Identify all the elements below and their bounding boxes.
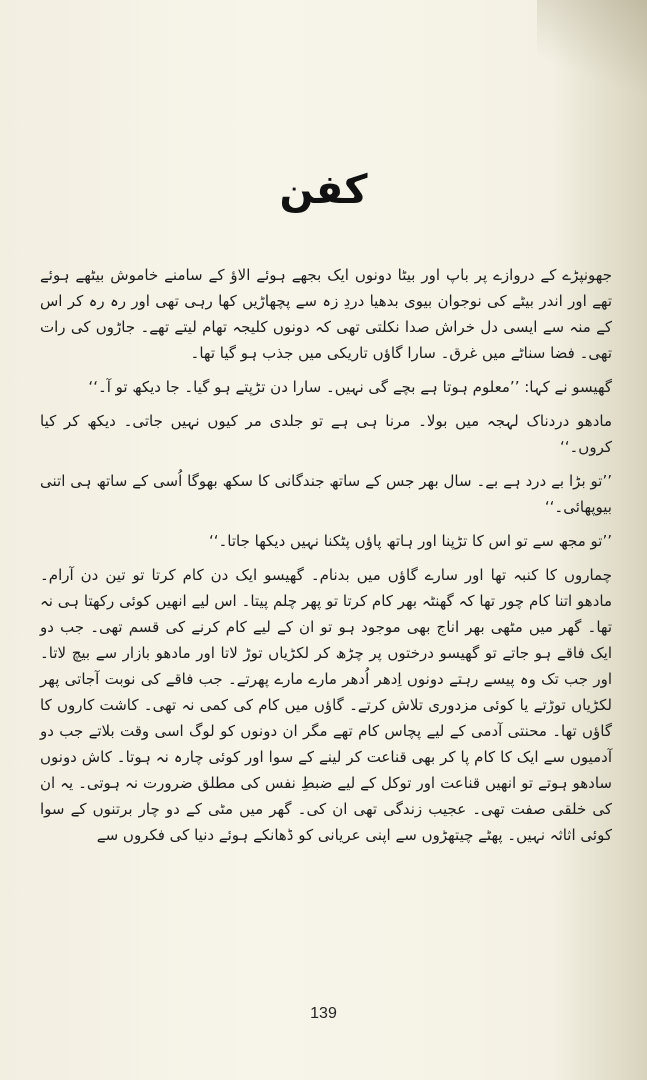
story-body [40, 262, 612, 848]
paragraph: گھیسو نے کہا: ’’معلوم ہوتا ہے بچے گی نہیں۔ سارا دن تڑپتے ہو گیا۔ جا دیکھ تو آ۔‘‘ [88, 378, 612, 396]
paragraph: جھونپڑے کے دروازے پر باپ اور بیٹا دونوں ایک بجھے ہوئے الاؤ کے سامنے خاموش بیٹھے ہوئے تھے اور اندر بیٹے کی نوجوان بیوی بدھیا دردِ زہ سے پچھاڑیں کھا رہی تھی اور رہ رہ کر اس کے منہ سے ایسی دل خراش صدا نکلتی تھی کہ دونوں کلیجہ تھام لیتے تھے۔ جاڑوں کی رات تھی۔ فضا سناٹے میں غرق۔ سارا گاؤں تاریکی میں جذب ہو گیا تھا۔ [40, 266, 612, 362]
story-title: کفن [279, 166, 368, 213]
paragraph: ’’تو مجھ سے تو اس کا تڑپنا اور ہاتھ پاؤں پٹکنا نہیں دیکھا جاتا۔‘‘ [208, 532, 612, 550]
page-number: 139 [310, 1005, 337, 1022]
paragraph: مادھو دردناک لہجہ میں بولا۔ مرنا ہی ہے تو جلدی مر کیوں نہیں جاتی۔ دیکھ کر کیا کروں۔‘‘ [40, 412, 612, 456]
paragraph: چماروں کا کنبہ تھا اور سارے گاؤں میں بدنام۔ گھیسو ایک دن کام کرتا تو تین دن آرام۔ مادھو اتنا کام چور تھا کہ گھنٹہ بھر کام کرتا تو پھر چلم پیتا۔ اس لیے انھیں کوئی رکھتا ہی نہ تھا۔ گھر میں مٹھی بھر اناج بھی موجود ہو تو ان کے لیے کام کرنے کی قسم تھی۔ جب دو ایک فاقے ہو جاتے تو گھیسو درختوں پر چڑھ کر لکڑیاں توڑ لاتا اور مادھو بازار سے بیچ لاتا۔ اور جب تک وہ پیسے رہتے دونوں اِدھر اُدھر مارے مارے پھرتے۔ جب فاقے کی نوبت آجاتی پھر لکڑیاں توڑتے یا کوئی مزدوری تلاش کرتے۔ گاؤں میں کام کی کمی نہ تھی۔ کاشت کاروں کا گاؤں تھا۔ محنتی آدمی کے لیے پچاس کام تھے مگر ان دونوں کو لوگ اسی وقت بلاتے جب دو آدمیوں سے ایک کا کام پا کر بھی قناعت کر لینے کے سوا اور کوئی چارہ نہ ہوتا۔ کاش دونوں سادھو ہوتے تو انھیں قناعت اور توکل کے لیے ضبطِ نفس کی مطلق ضرورت نہ ہوتی۔ یہ ان کی خلقی صفت تھی۔ عجیب زندگی تھی ان کی۔ گھر میں مٹی کے دو چار برتنوں کے سوا کوئی اثاثہ نہیں۔ پھٹے چیتھڑوں سے اپنی عریانی کو ڈھانکے ہوئے دنیا کی فکروں سے [40, 566, 612, 844]
paragraph: ’’تو بڑا بے درد ہے بے۔ سال بھر جس کے ساتھ جندگانی کا سکھ بھوگا اُسی کے ساتھ ہی اتنی بیوپھائی۔‘‘ [40, 472, 612, 516]
page-edge-shadow [537, 0, 647, 100]
